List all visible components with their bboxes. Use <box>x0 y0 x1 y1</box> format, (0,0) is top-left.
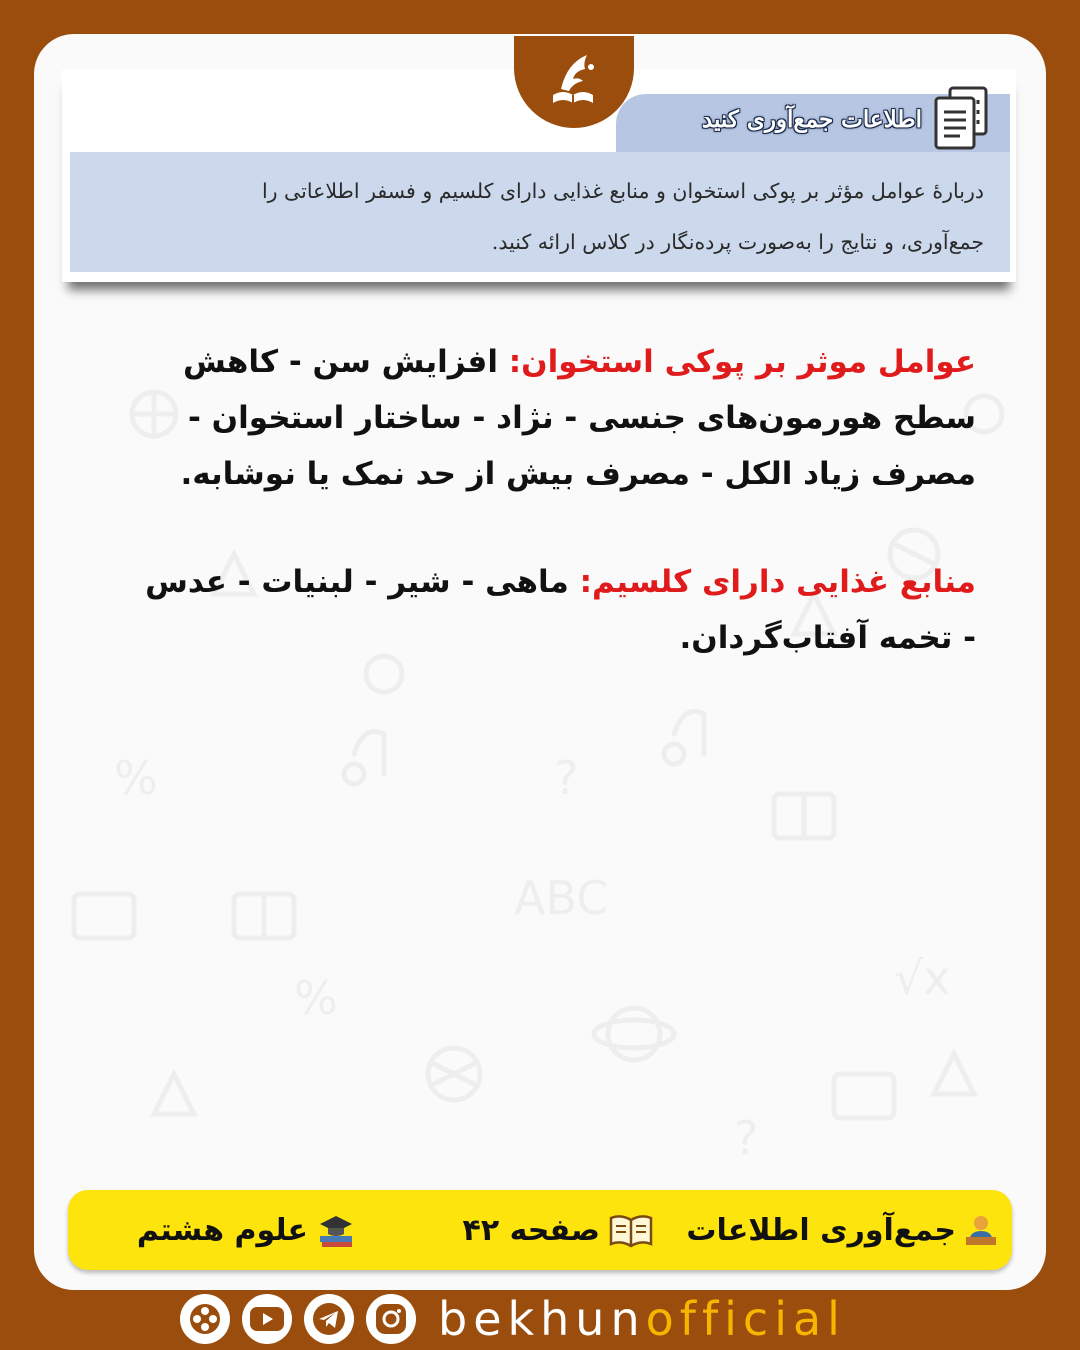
open-book-icon <box>608 1212 654 1248</box>
content-card <box>34 34 1046 1290</box>
answer-text-2: ماهی - شیر - لبنیات - عدس - تخمه آفتاب‌گردان. <box>145 564 976 656</box>
social-bar <box>180 1288 900 1350</box>
activity-line-2: جمع‌آوری، و نتایج را به‌صورت پرده‌نگار در کلاس ارائه کنید. <box>491 230 984 254</box>
svg-text:?: ? <box>734 1111 759 1165</box>
handle-part-2: official <box>645 1292 846 1346</box>
youtube-icon[interactable] <box>242 1294 292 1344</box>
footer-topic <box>686 1206 998 1254</box>
svg-text:√x: √x <box>894 951 951 1005</box>
answer-paragraph-1 <box>130 334 976 502</box>
svg-text:%: % <box>114 751 158 805</box>
answer-text-1: افزایش سن - کاهش سطح هورمون‌های جنسی - نژاد - ساختار استخوان - مصرف زیاد الکل - مصرف بیش از حد نمک یا نوشابه. <box>180 344 976 492</box>
answer-paragraph-2 <box>130 554 976 666</box>
footer-subject-label: علوم هشتم <box>136 1212 308 1248</box>
answer-label-2: منابع غذایی دارای کلسیم: <box>579 564 976 600</box>
social-handle[interactable] <box>438 1292 846 1346</box>
svg-text:?: ? <box>554 751 579 805</box>
activity-heading-banner <box>616 94 1010 152</box>
handle-part-1: bekhun <box>438 1292 646 1346</box>
telegram-icon[interactable] <box>304 1294 354 1344</box>
activity-body <box>70 152 1010 272</box>
answer-text <box>130 334 976 666</box>
svg-text:ABC: ABC <box>514 871 609 925</box>
answer-label-1: عوامل موثر بر پوکی استخوان: <box>508 344 976 380</box>
teacher-icon <box>964 1213 998 1247</box>
bekhun-logo-book-icon <box>539 49 609 115</box>
footer-bar <box>68 1190 1012 1270</box>
svg-text:%: % <box>294 971 338 1025</box>
activity-heading: اطلاعات جمع‌آوری کنید <box>701 106 922 133</box>
graduation-cap-books-icon <box>316 1212 356 1248</box>
footer-topic-label: جمع‌آوری اطلاعات <box>686 1212 956 1248</box>
activity-line-1: دربارهٔ عوامل مؤثر بر پوکی استخوان و منابع غذایی دارای کلسیم و فسفر اطلاعاتی را <box>261 179 984 203</box>
footer-page-label: صفحه ۴۲ <box>462 1212 600 1248</box>
footer-subject <box>137 1206 356 1254</box>
instagram-icon[interactable] <box>366 1294 416 1344</box>
footer-page <box>463 1206 654 1254</box>
aparat-icon[interactable] <box>180 1294 230 1344</box>
documents-icon <box>928 84 992 152</box>
